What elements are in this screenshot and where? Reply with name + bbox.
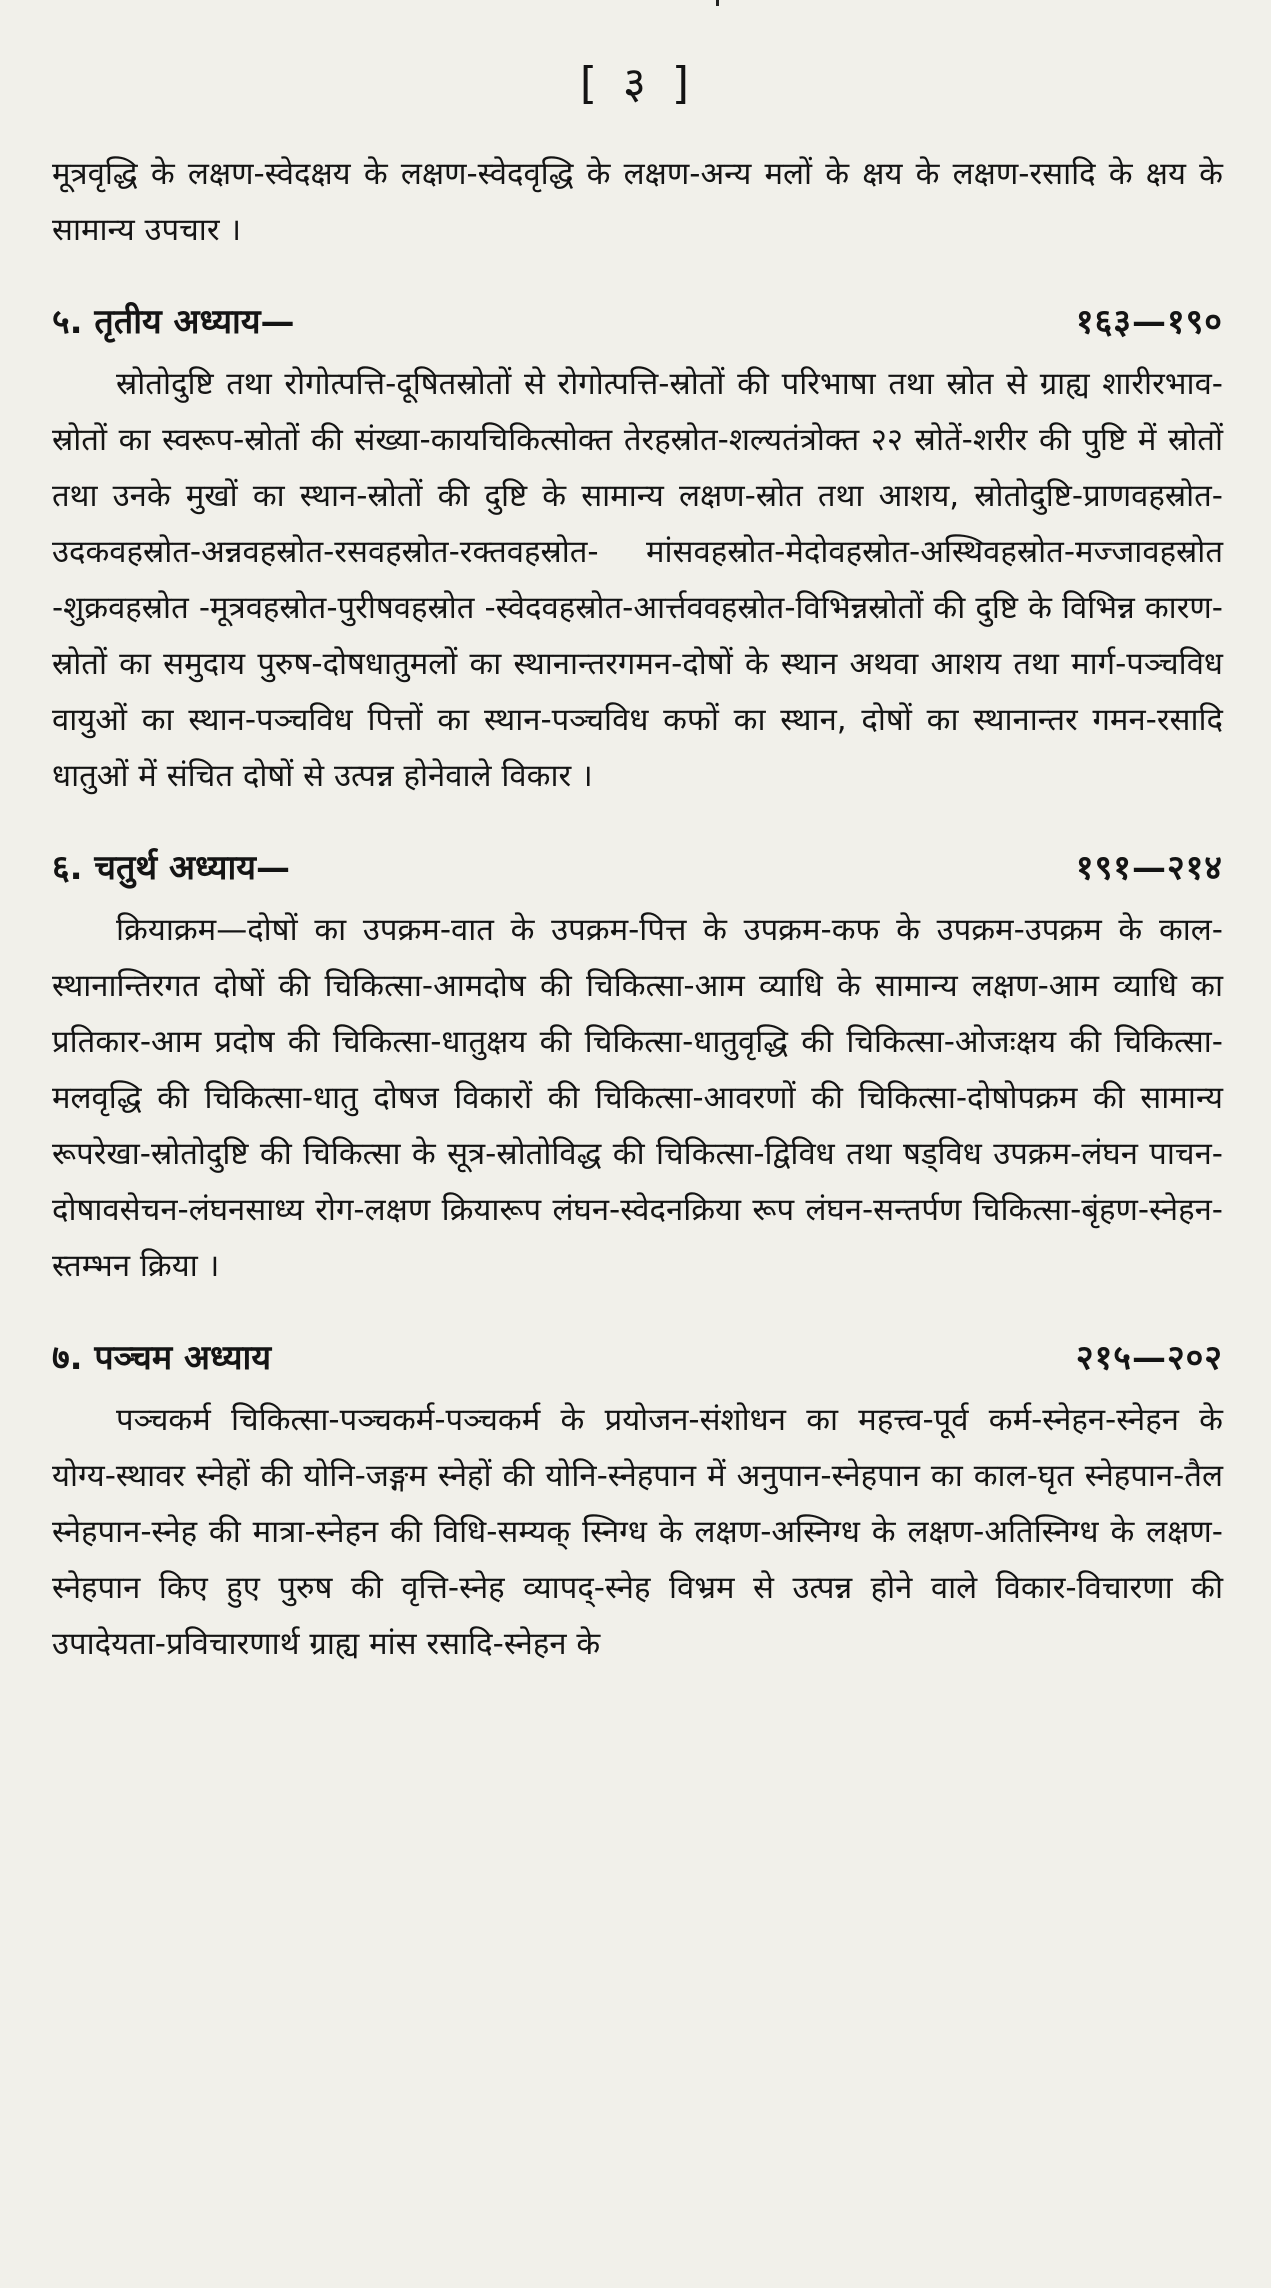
intro-paragraph: मूत्रवृद्धि के लक्षण-स्वेदक्षय के लक्षण-स्वेदवृद्धि के लक्षण-अन्य मलों के क्षय के लक्षण-रसादि के क्षय के सामान्य उपचार । bbox=[52, 156, 1223, 248]
chapter-section bbox=[52, 294, 1223, 804]
chapter-summary: स्रोतोदुष्टि तथा रोगोत्पत्ति-दूषितस्रोतों से रोगोत्पत्ति-स्रोतों की परिभाषा तथा स्रोत से ग्राह्य शारीरभाव-स्रोतों का स्वरूप-स्रोतों की संख्या-कायचिकित्सोक्त तेरहस्रोत-शल्यतंत्रोक्त २२ स्रोतें-शरीर की पुष्टि में स्रोतों तथा उनके मुखों का स्थान-स्रोतों की दुष्टि के सामान्य लक्षण-स्रोत तथा आशय, स्रोतोदुष्टि-प्राणवहस्रोत-उदकवहस्रोत-अन्नवहस्रोत-रसवहस्रोत-रक्तवहस्रोत- मांसवहस्रोत-मेदोवहस्रोत-अस्थिवहस्रोत-मज्जावहस्रोत -शुक्रवहस्रोत -मूत्रवहस्रोत-पुरीषवहस्रोत -स्वेदवहस्रोत-आर्त्तववहस्रोत-विभिन्नस्रोतों की दुष्टि के विभिन्न कारण-स्रोतों का समुदाय पुरुष-दोषधातुमलों का स्थानान्तरगमन-दोषों के स्थान अथवा आशय तथा मार्ग-पञ्चविध वायुओं का स्थान-पञ्चविध पित्तों का स्थान-पञ्चविध कफों का स्थान, दोषों का स्थानान्तर गमन-रसादि धातुओं में संचित दोषों से उत्पन्न होनेवाले विकार । bbox=[52, 366, 1223, 794]
chapter-page-range: १६३—१९० bbox=[1075, 302, 1223, 342]
chapter-title: ५. तृतीय अध्याय— bbox=[52, 302, 295, 342]
chapter-page-range: १९१—२१४ bbox=[1075, 848, 1223, 888]
chapter-title: ६. चतुर्थ अध्याय— bbox=[52, 848, 290, 888]
chapter-summary: पञ्चकर्म चिकित्सा-पञ्चकर्म-पञ्चकर्म के प्रयोजन-संशोधन का महत्त्व-पूर्व कर्म-स्नेहन-स्नेहन के योग्य-स्थावर स्नेहों की योनि-जङ्गम स्नेहों की योनि-स्नेहपान में अनुपान-स्नेहपान का काल-घृत स्नेहपान-तैल स्नेहपान-स्नेह की मात्रा-स्नेहन की विधि-सम्यक् स्निग्ध के लक्षण-अस्निग्ध के लक्षण-अतिस्निग्ध के लक्षण-स्नेहपान किए हुए पुरुष की वृत्ति-स्नेह व्यापद्-स्नेह विभ्रम से उत्पन्न होने वाले विकार-विचारणा की उपादेयता-प्रविचारणार्थ ग्राह्य मांस रसादि-स्नेहन के bbox=[52, 1402, 1223, 1662]
page-number: [ ३ ] bbox=[579, 58, 696, 109]
chapter-heading bbox=[52, 840, 1223, 896]
chapter-heading bbox=[52, 294, 1223, 350]
chapter-summary: क्रियाक्रम—दोषों का उपक्रम-वात के उपक्रम-पित्त के उपक्रम-कफ के उपक्रम-उपक्रम के काल-स्थानान्तिरगत दोषों की चिकित्सा-आमदोष की चिकित्सा-आम व्याधि के सामान्य लक्षण-आम व्याधि का प्रतिकार-आम प्रदोष की चिकित्सा-धातुक्षय की चिकित्सा-धातुवृद्धि की चिकित्सा-ओजःक्षय की चिकित्सा-मलवृद्धि की चिकित्सा-धातु दोषज विकारों की चिकित्सा-आवरणों की चिकित्सा-दोषोपक्रम की सामान्य रूपरेखा-स्रोतोदुष्टि की चिकित्सा के सूत्र-स्रोतोविद्ध की चिकित्सा-द्विविध तथा षड्विध उपक्रम-लंघन पाचन-दोषावसेचन-लंघनसाध्य रोग-लक्षण क्रियारूप लंघन-स्वेदनक्रिया रूप लंघन-सन्तर्पण चिकित्सा-बृंहण-स्नेहन-स्तम्भन क्रिया । bbox=[52, 912, 1223, 1284]
chapter-page-range: २१५—२०२ bbox=[1075, 1338, 1223, 1378]
chapter-section bbox=[52, 1330, 1223, 1672]
chapter-section bbox=[52, 840, 1223, 1294]
chapter-heading bbox=[52, 1330, 1223, 1386]
chapter-title: ७. पञ्चम अध्याय bbox=[52, 1338, 272, 1378]
